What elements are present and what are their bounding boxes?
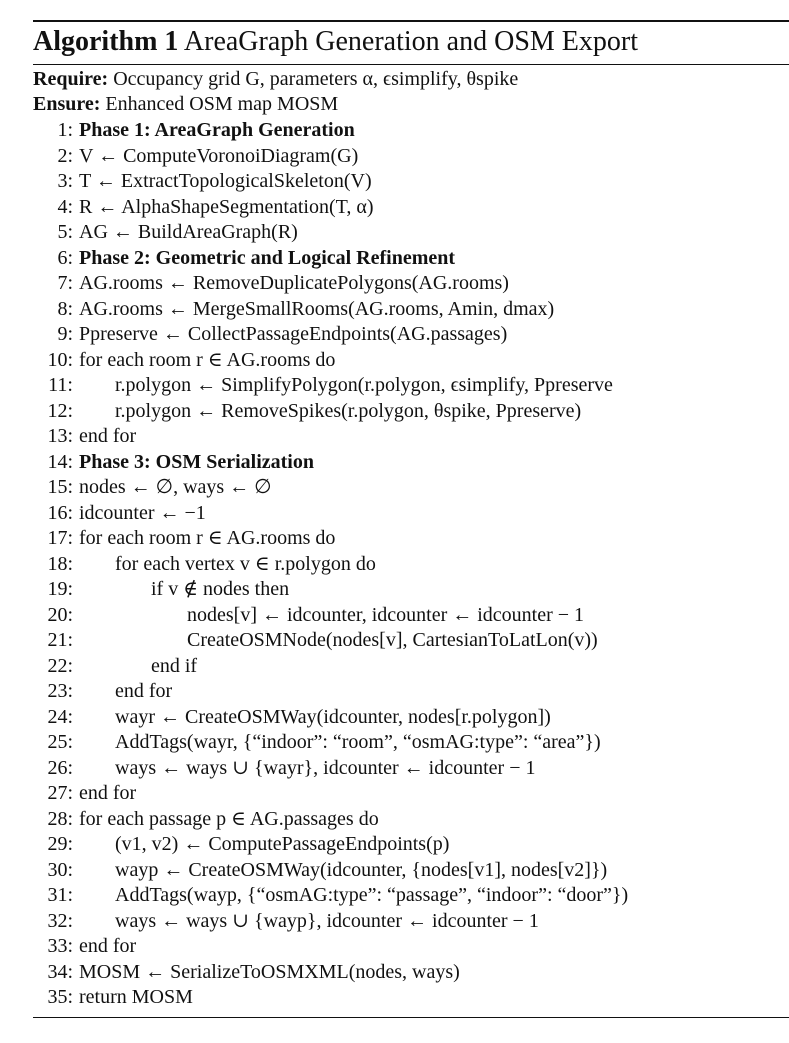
line-text: end for bbox=[79, 425, 137, 447]
line-text: Phase 2: Geometric and Logical Refinement bbox=[79, 246, 456, 269]
top-rule bbox=[33, 20, 789, 22]
line-text: if v ∉ nodes then bbox=[151, 578, 290, 600]
algorithm-line bbox=[33, 628, 598, 653]
line-number: 19: bbox=[47, 578, 73, 600]
line-text: Phase 1: AreaGraph Generation bbox=[79, 119, 355, 141]
line-number: 24: bbox=[47, 705, 73, 728]
line-text: for each vertex v ∈ r.polygon do bbox=[115, 552, 376, 575]
line-number: 12: bbox=[47, 399, 73, 422]
algorithm-line bbox=[33, 526, 335, 551]
line-text: AG.rooms ← MergeSmallRooms(AG.rooms, Amin, dmax) bbox=[79, 297, 555, 320]
algorithm-line bbox=[33, 144, 358, 169]
line-text: nodes ← ∅, ways ← ∅ bbox=[79, 476, 272, 498]
algorithm-line bbox=[33, 832, 449, 857]
line-text: AG ← BuildAreaGraph(R) bbox=[79, 221, 298, 243]
line-text: end for bbox=[79, 782, 137, 804]
line-number: 15: bbox=[47, 476, 73, 498]
algorithm-line bbox=[33, 679, 172, 704]
line-number: 4: bbox=[57, 195, 73, 218]
algorithm-line bbox=[33, 195, 374, 220]
line-text: AddTags(wayr, {“indoor”: “room”, “osmAG:type”: “area”}) bbox=[115, 731, 601, 753]
algorithm-line bbox=[33, 705, 551, 730]
line-number: 28: bbox=[47, 807, 73, 830]
line-number: 14: bbox=[47, 450, 73, 473]
line-text: AG.rooms ← RemoveDuplicatePolygons(AG.rooms) bbox=[79, 272, 509, 294]
algorithm-line bbox=[33, 603, 584, 628]
line-text: end if bbox=[151, 654, 198, 677]
line-number: 34: bbox=[47, 960, 73, 983]
line-number: 32: bbox=[47, 909, 73, 932]
line-text: MOSM ← SerializeToOSMXML(nodes, ways) bbox=[79, 960, 460, 983]
algorithm-line bbox=[33, 756, 535, 781]
bottom-rule bbox=[33, 1017, 789, 1018]
line-text: CreateOSMNode(nodes[v], CartesianToLatLon(v)) bbox=[187, 629, 598, 651]
line-number: 31: bbox=[47, 884, 73, 906]
algorithm-line bbox=[33, 807, 379, 832]
line-number: 1: bbox=[57, 119, 73, 141]
line-number: 20: bbox=[47, 603, 73, 626]
line-text: (v1, v2) ← ComputePassageEndpoints(p) bbox=[115, 833, 450, 855]
line-number: 16: bbox=[47, 501, 73, 524]
algorithm-title: AreaGraph Generation and OSM Export bbox=[183, 26, 638, 57]
line-text: AddTags(wayp, {“osmAG:type”: “passage”, “indoor”: “door”}) bbox=[115, 884, 629, 906]
line-number: 30: bbox=[47, 858, 73, 881]
line-number: 5: bbox=[57, 221, 73, 243]
line-number: 9: bbox=[57, 323, 73, 345]
line-number: 29: bbox=[47, 833, 73, 855]
algorithm-line bbox=[33, 220, 298, 245]
algorithm-line bbox=[33, 960, 460, 985]
require-label: Require: bbox=[33, 68, 109, 90]
line-text: end for bbox=[115, 680, 173, 702]
line-text: ways ← ways ∪ {wayp}, idcounter ← idcounter − 1 bbox=[115, 909, 539, 932]
algorithm-line bbox=[33, 169, 372, 194]
line-number: 25: bbox=[47, 731, 73, 753]
line-number: 35: bbox=[47, 986, 73, 1008]
line-number: 2: bbox=[57, 144, 73, 167]
line-number: 21: bbox=[47, 629, 73, 651]
line-number: 27: bbox=[47, 782, 73, 804]
line-text: R ← AlphaShapeSegmentation(T, α) bbox=[79, 195, 374, 218]
algorithm-line bbox=[33, 858, 607, 883]
line-number: 13: bbox=[47, 425, 73, 447]
line-text: nodes[v] ← idcounter, idcounter ← idcounter − 1 bbox=[187, 603, 585, 626]
line-text: r.polygon ← SimplifyPolygon(r.polygon, ϵsimplify, Ppreserve bbox=[115, 374, 613, 396]
line-number: 26: bbox=[47, 756, 73, 779]
algorithm-line bbox=[33, 883, 628, 908]
algorithm-line bbox=[33, 118, 355, 143]
require-line bbox=[33, 67, 518, 92]
algorithm-line bbox=[33, 654, 197, 679]
line-text: return MOSM bbox=[79, 986, 193, 1008]
algorithm-line bbox=[33, 730, 601, 755]
line-number: 7: bbox=[57, 272, 73, 294]
algorithm-label: Algorithm 1 bbox=[33, 26, 179, 57]
algorithm-line bbox=[33, 399, 581, 424]
ensure-line bbox=[33, 92, 338, 117]
line-text: T ← ExtractTopologicalSkeleton(V) bbox=[79, 170, 372, 192]
line-number: 11: bbox=[48, 374, 73, 396]
line-text: for each room r ∈ AG.rooms do bbox=[79, 348, 336, 371]
line-number: 6: bbox=[57, 246, 73, 269]
line-text: for each passage p ∈ AG.passages do bbox=[79, 807, 379, 830]
algorithm-line bbox=[33, 934, 136, 959]
line-number: 10: bbox=[47, 348, 73, 371]
algorithm-line bbox=[33, 450, 314, 475]
ensure-label: Ensure: bbox=[33, 93, 101, 115]
line-text: Phase 3: OSM Serialization bbox=[79, 450, 314, 473]
algorithm-line bbox=[33, 475, 272, 500]
line-text: end for bbox=[79, 935, 137, 957]
algorithm-line bbox=[33, 271, 509, 296]
line-text: ways ← ways ∪ {wayr}, idcounter ← idcounter − 1 bbox=[115, 756, 536, 779]
line-number: 8: bbox=[57, 297, 73, 320]
algorithm-line bbox=[33, 348, 335, 373]
line-number: 33: bbox=[47, 935, 73, 957]
ensure-text: Enhanced OSM map MOSM bbox=[105, 93, 339, 115]
line-text: wayr ← CreateOSMWay(idcounter, nodes[r.polygon]) bbox=[115, 705, 551, 728]
algorithm-header bbox=[33, 24, 638, 60]
line-text: for each room r ∈ AG.rooms do bbox=[79, 527, 336, 549]
algorithm-line bbox=[33, 501, 206, 526]
algorithm-line bbox=[33, 246, 455, 271]
algorithm-line bbox=[33, 297, 554, 322]
line-number: 22: bbox=[47, 654, 73, 677]
algorithm-line bbox=[33, 985, 193, 1010]
line-text: V ← ComputeVoronoiDiagram(G) bbox=[79, 144, 359, 167]
line-number: 17: bbox=[47, 527, 73, 549]
algorithm-line bbox=[33, 781, 136, 806]
line-text: r.polygon ← RemoveSpikes(r.polygon, θspike, Ppreserve) bbox=[115, 399, 582, 422]
line-text: Ppreserve ← CollectPassageEndpoints(AG.passages) bbox=[79, 323, 508, 345]
algorithm-line bbox=[33, 424, 136, 449]
algorithm-line bbox=[33, 909, 539, 934]
algorithm-line bbox=[33, 322, 507, 347]
line-number: 18: bbox=[47, 552, 73, 575]
header-rule bbox=[33, 64, 789, 65]
algorithm-line bbox=[33, 577, 289, 602]
algorithm-line bbox=[33, 373, 613, 398]
line-text: wayp ← CreateOSMWay(idcounter, {nodes[v1], nodes[v2]}) bbox=[115, 858, 608, 881]
line-number: 23: bbox=[47, 680, 73, 702]
line-number: 3: bbox=[57, 170, 73, 192]
algorithm-line bbox=[33, 552, 376, 577]
line-text: idcounter ← −1 bbox=[79, 501, 206, 524]
require-text: Occupancy grid G, parameters α, ϵsimplify, θspike bbox=[113, 68, 519, 90]
